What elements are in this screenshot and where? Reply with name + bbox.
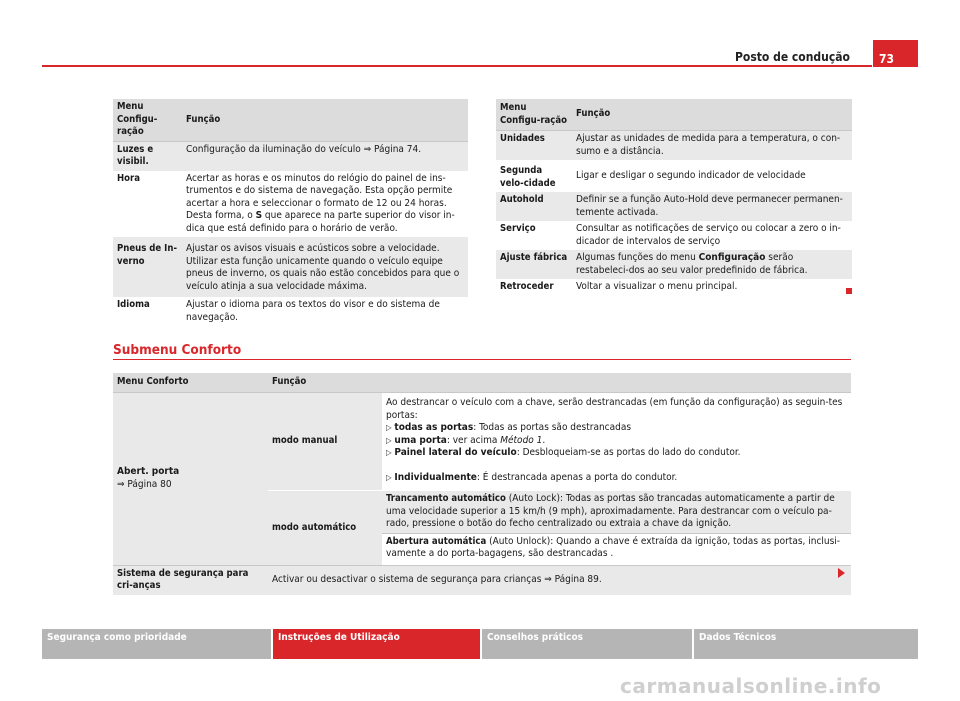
table-row xyxy=(496,192,852,221)
auto-unlock-text: Abertura automática (Auto Unlock): Quando a chave é extraída da ignição, todas as portas, inclusi-vamente a do porta-bagagens, são destrancadas . xyxy=(382,533,851,565)
triangle-bullet-icon: ▷ xyxy=(386,472,392,482)
child-lock-text: Activar ou desactivar o sistema de segurança para crianças ⇒ Página 89. xyxy=(268,565,851,595)
table-row xyxy=(496,160,852,192)
row-value: Ligar e desligar o segundo indicador de velocidade xyxy=(572,160,852,192)
row-value: Ajustar os avisos visuais e acústicos sobre a velocidade. Utilizar esta função unicamente quando o veículo equipe pneus de inverno, os quais não estão concebidos para que o veículo atinja a sua velocidade máxima. xyxy=(182,237,468,297)
header-divider xyxy=(42,65,872,67)
config-table-right xyxy=(496,99,852,296)
row-key: Idioma xyxy=(113,297,182,326)
footer-tab-technical[interactable]: Dados Técnicos xyxy=(694,629,918,659)
footer-tab-tips[interactable]: Conselhos práticos xyxy=(482,629,692,659)
section-title: Submenu Conforto xyxy=(113,342,242,358)
modo-manual-text: Ao destrancar o veículo com a chave, serão destrancadas (em função da configuração) as seguin-tes portas: ▷ todas as portas: Todas as portas são destrancadas ▷ uma porta: ver acima Método 1. ▷ Painel lateral do veículo: Desbloqueiam-se as portas do lado do condutor. ▷ Individualmente: É destrancada apenas a porta do condutor. xyxy=(382,393,851,491)
triangle-bullet-icon: ▷ xyxy=(386,435,392,445)
abert-porta-ref: ⇒ Página 80 xyxy=(117,478,172,490)
modo-manual-label: modo manual xyxy=(268,393,382,491)
row-value: Configuração da iluminação do veículo ⇒ Página 74. xyxy=(182,141,468,171)
page-number: 73 xyxy=(873,40,918,67)
comfort-table xyxy=(113,373,851,595)
section-divider xyxy=(113,359,851,360)
child-lock-label: Sistema de segurança para cri-anças xyxy=(113,565,268,595)
table-row xyxy=(496,131,852,161)
row-key: Ajuste fábrica xyxy=(496,250,572,279)
table-row xyxy=(496,221,852,250)
col-header-function: Função xyxy=(268,373,851,393)
modo-automatico-label: modo automático xyxy=(268,491,382,566)
row-key: Hora xyxy=(113,171,182,238)
list-item: ▷ Individualmente: É destrancada apenas a porta do condutor. xyxy=(386,471,678,483)
row-key: Segunda velo-cidade xyxy=(496,160,572,192)
col-header-function: Função xyxy=(182,99,468,141)
row-key: Autohold xyxy=(496,192,572,221)
row-value: Voltar a visualizar o menu principal. xyxy=(572,279,852,296)
auto-lock-text: Trancamento automático (Auto Lock): Todas as portas são trancadas automaticamente a partir de uma velocidade superior a 15 km/h (9 mph), aproximadamente. Para destrancar com o veículo pa-rado, pressione o botão do fecho centralizado ou extraia a chave da ignição. xyxy=(382,491,851,534)
col-header-menu: Menu Configu-ração xyxy=(113,99,182,141)
table-row xyxy=(496,279,852,296)
row-key: Retroceder xyxy=(496,279,572,296)
row-value: Ajustar o idioma para os textos do visor e do sistema de navegação. xyxy=(182,297,468,326)
list-item: ▷ Painel lateral do veículo: Desbloqueiam-se as portas do lado do condutor. xyxy=(386,447,741,458)
triangle-bullet-icon: ▷ xyxy=(386,423,392,432)
abert-porta-label: Abert. porta xyxy=(117,466,180,478)
row-key: Serviço xyxy=(496,221,572,250)
row-value: Ajustar as unidades de medida para a temperatura, o con-sumo e a distância. xyxy=(572,131,852,161)
row-value: Acertar as horas e os minutos do relógio do painel de ins-trumentos e do sistema de navegação. Esta opção permite acertar a hora e seleccionar o formato de 12 ou 24 horas. Desta forma, o S que aparece na parte superior do visor in-dica que está definido para o horário de verão. xyxy=(182,171,468,238)
abert-porta-cell xyxy=(113,393,268,566)
footer-tab-instructions[interactable]: Instruções de Utilização xyxy=(273,629,480,659)
list-item: ▷ todas as portas: Todas as portas são destrancadas xyxy=(386,422,632,433)
page-title: Posto de condução xyxy=(735,50,850,64)
row-value: Algumas funções do menu Configuração serão restabeleci-dos ao seu valor predefinido de fábrica. xyxy=(572,250,852,279)
table-row xyxy=(113,141,468,171)
table-row xyxy=(113,237,468,297)
table-row xyxy=(496,250,852,279)
config-table-left xyxy=(113,99,468,326)
col-header-menu: Menu Conforto xyxy=(113,373,268,393)
list-item: ▷ uma porta: ver acima Método 1. xyxy=(386,434,546,446)
watermark: carmanualsonline.info xyxy=(620,674,882,698)
row-key: Pneus de In-verno xyxy=(113,237,182,297)
col-header-menu: Menu Configu-ração xyxy=(496,99,572,131)
continue-arrow-icon xyxy=(838,568,845,578)
table-row xyxy=(113,171,468,238)
footer-tab-safety[interactable]: Segurança como prioridade xyxy=(42,629,271,659)
row-key: Unidades xyxy=(496,131,572,161)
table-row xyxy=(113,297,468,326)
triangle-bullet-icon: ▷ xyxy=(386,448,392,457)
row-key: Luzes e visibil. xyxy=(113,141,182,171)
col-header-function: Função xyxy=(572,99,852,131)
row-value: Consultar as notificações de serviço ou colocar a zero o in-dicador de intervalos de serviço xyxy=(572,221,852,250)
end-of-section-marker xyxy=(846,288,852,294)
row-value: Definir se a função Auto-Hold deve permanecer permanen-temente activada. xyxy=(572,192,852,221)
